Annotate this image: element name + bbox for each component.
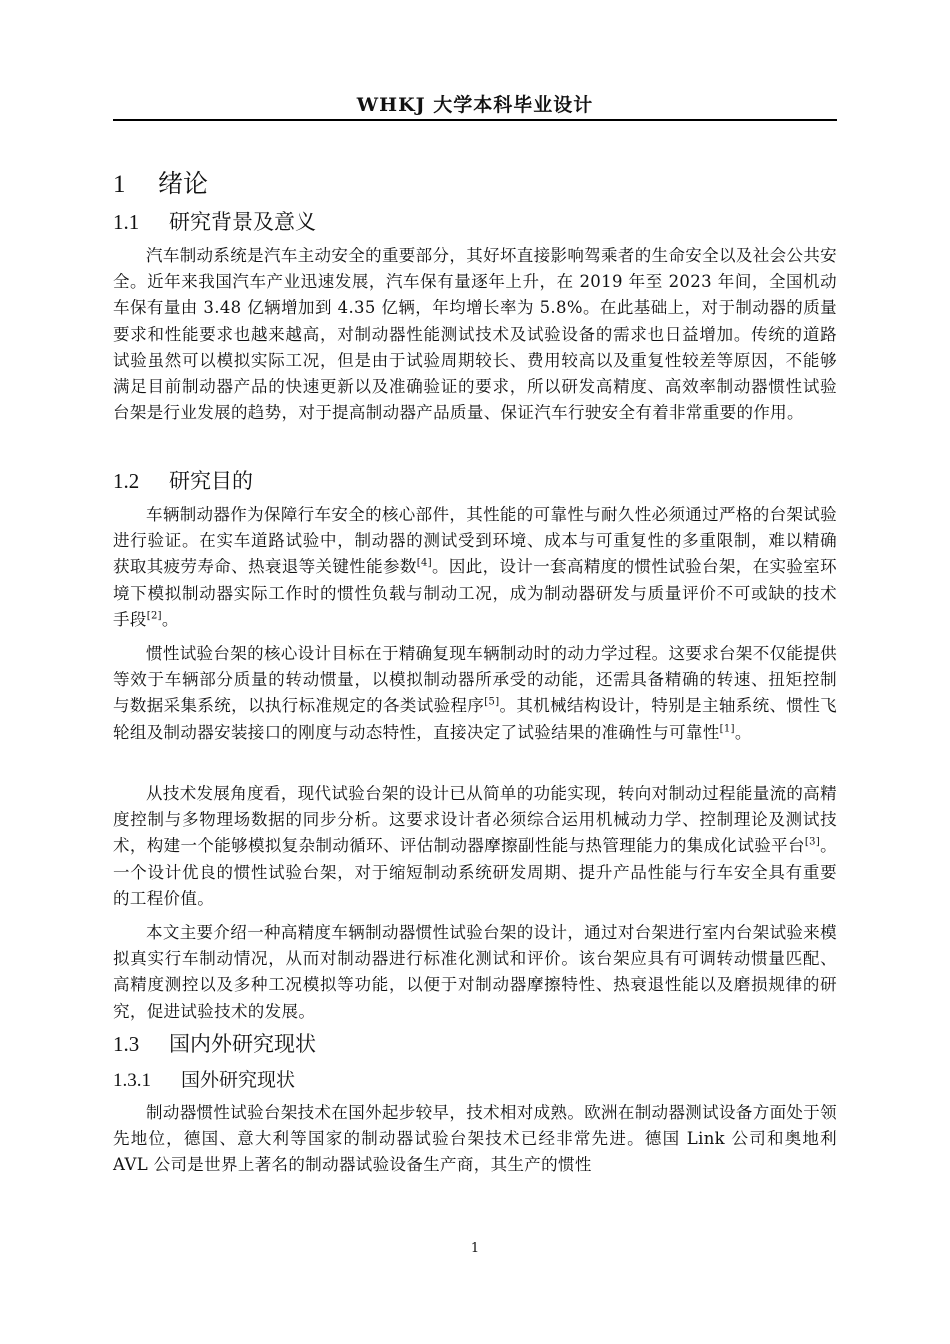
running-header: WHKJ 大学本科毕业设计	[356, 94, 594, 116]
section-heading-1-1	[113, 208, 316, 236]
citation: [2]	[146, 610, 162, 622]
paragraph-purpose-3: 从技术发展角度看，现代试验台架的设计已从简单的功能实现，转向对制动过程能量流的高精度控制与多物理场数据的同步分析。这要求设计者必须综合运用机械动力学、控制理论及测试技术，构建一个能够模拟复杂制动循环、评估制动器摩擦副性能与热管理能力的集成化试验平台[3]。一个设计优良的惯性试验台架，对于缩短制动系统研发周期、提升产品性能与行车安全具有重要的工程价值。	[113, 784, 837, 908]
chapter-title: 绪论	[158, 169, 209, 198]
paragraph-purpose-1: 车辆制动器作为保障行车安全的核心部件，其性能的可靠性与耐久性必须通过严格的台架试验进行验证。在实车道路试验中，制动器的测试受到环境、成本与可重复性的多重限制，难以精确获取其疲劳寿命、热衰退等关键性能参数[4]。因此，设计一套高精度的惯性试验台架，在实验室环境下模拟制动器实际工作时的惯性负载与制动工况，成为制动器研发与质量评价不可或缺的技术手段[2]。	[113, 505, 837, 629]
subsection-heading-1-3-1	[113, 1067, 295, 1094]
citation: [5]	[484, 696, 500, 708]
page-number: 1	[470, 1241, 480, 1256]
header-rule	[113, 119, 837, 121]
citation: [4]	[416, 557, 432, 569]
section-title: 国内外研究现状	[169, 1032, 316, 1056]
paragraph-purpose-4: 本文主要介绍一种高精度车辆制动器惯性试验台架的设计，通过对台架进行室内台架试验来模拟真实行车制动情况，从而对制动器进行标准化测试和评价。该台架应具有可调转动惯量匹配、高精度测控以及多种工况模拟等功能，以便于对制动器摩擦特性、热衰退性能以及磨损规律的研究，促进试验技术的发展。	[113, 923, 837, 1021]
chapter-heading	[113, 168, 208, 201]
citation: [3]	[804, 836, 821, 848]
paragraph-foreign-status: 制动器惯性试验台架技术在国外起步较早，技术相对成熟。欧洲在制动器测试设备方面处于领先地位，德国、意大利等国家的制动器试验台架技术已经非常先进。德国 Link 公司和奥地利 AVL 公司是世界上著名的制动器试验设备生产商，其生产的惯性	[113, 1103, 837, 1175]
subsection-title: 国外研究现状	[181, 1069, 296, 1091]
section-heading-1-2	[113, 467, 253, 495]
section-number: 1.1	[113, 210, 140, 234]
section-number: 1.3	[113, 1032, 140, 1056]
citation: [1]	[719, 723, 735, 735]
section-heading-1-3	[113, 1030, 316, 1058]
section-title: 研究背景及意义	[169, 210, 316, 234]
subsection-number: 1.3.1	[113, 1070, 151, 1091]
section-number: 1.2	[113, 469, 140, 493]
chapter-number: 1	[113, 171, 126, 198]
section-title: 研究目的	[169, 469, 253, 493]
paragraph-purpose-2: 惯性试验台架的核心设计目标在于精确复现车辆制动时的动力学过程。这要求台架不仅能提供等效于车辆部分质量的转动惯量，以模拟制动器所承受的动能，还需具备精确的转速、扭矩控制与数据采集系统，以执行标准规定的各类试验程序[5]。其机械结构设计，特别是主轴系统、惯性飞轮组及制动器安装接口的刚度与动态特性，直接决定了试验结果的准确性与可靠性[1]。	[113, 644, 837, 742]
paragraph-background: 汽车制动系统是汽车主动安全的重要部分，其好坏直接影响驾乘者的生命安全以及社会公共安全。近年来我国汽车产业迅速发展，汽车保有量逐年上升，在 2019 年至 2023 年间，全国机动车保有量由 3.48 亿辆增加到 4.35 亿辆，年均增长率为 5.8%。在此基础上，对于制动器的质量要求和性能要求也越来越高，对制动器性能测试技术及试验设备的需求也日益增加。传统的道路试验虽然可以模拟实际工况，但是由于试验周期较长、费用较高以及重复性较差等原因，不能够满足目前制动器产品的快速更新以及准确验证的要求，所以研发高精度、高效率制动器惯性试验台架是行业发展的趋势，对于提高制动器产品质量、保证汽车行驶安全有着非常重要的作用。	[113, 246, 837, 423]
